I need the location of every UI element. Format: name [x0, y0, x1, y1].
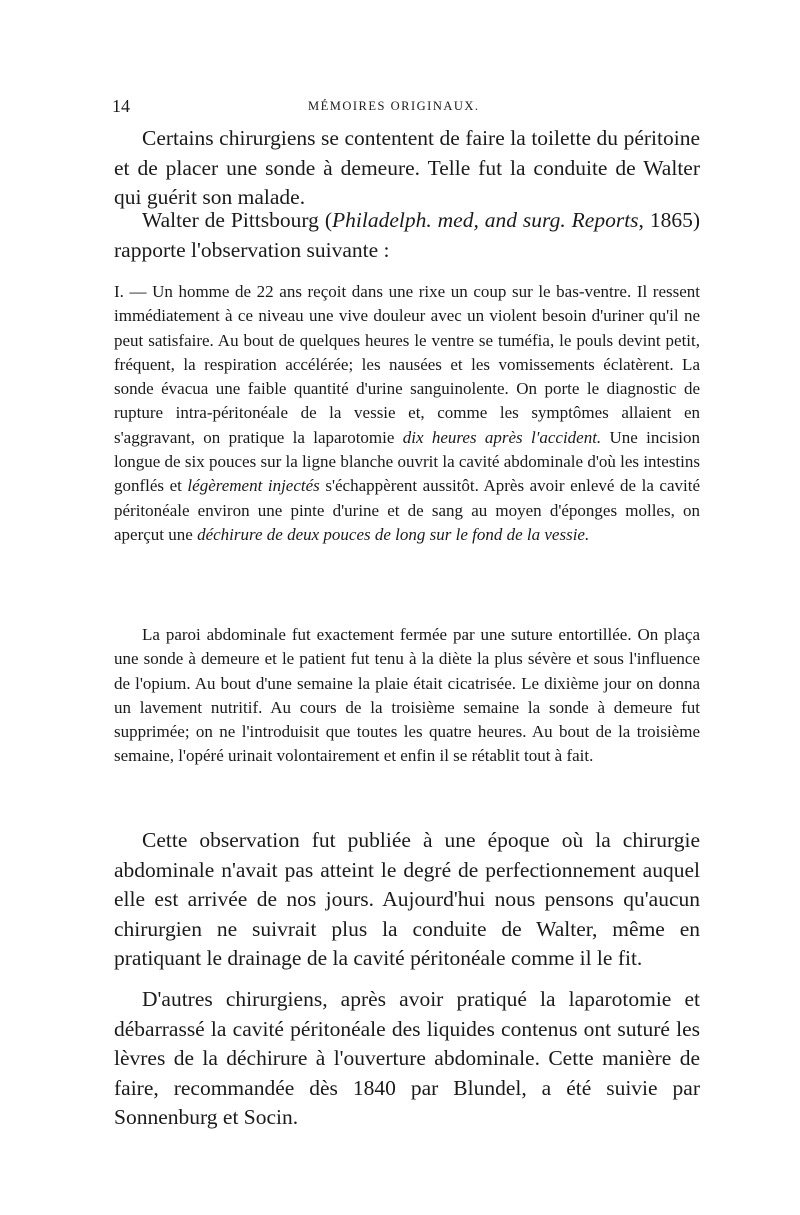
observation-text-a: I. — Un homme de 22 ans reçoit dans une rixe un coup sur le bas-ventre. Il ressent immédiatement à ce niveau une vive douleur avec un violent besoin d'uriner qu'il ne peut satisfaire. Au bout de quelques heures le ventre se tuméfia, le pouls devint petit, fréquent, la respiration accélérée; les nausées et les vomissements éclatèrent. La sonde évacua une faible quantité d'urine sanguinolente. On porte le diagnostic de rupture intra-péritonéale de la vessie et, comme les symptômes allaient en s'aggravant, on pratique la laparotomie	[114, 282, 700, 447]
paragraph-intro: Certains chirurgiens se contentent de faire la toilette du péritoine et de placer une sonde à demeure. Telle fut la conduite de Walter qui guérit son malade.	[114, 126, 700, 209]
observation-emphasis-injected: légèrement injectés	[187, 476, 320, 496]
observation-text-c: Une incision longue de six pouces sur la ligne blanche ouvrit la cavité abdominale d'où les intestins gonflés et	[114, 427, 700, 496]
observation-emphasis-tear: déchirure de deux pouces de long sur le fond de la vessie.	[197, 524, 590, 544]
citation-journal: Philadelph. med, and surg. Reports	[332, 208, 639, 232]
observation-outcome: La paroi abdominale fut exactement fermée par une suture entortillée. On plaça une sonde à demeure et le patient fut tenu à la diète la plus sévère et sous l'influence de l'opium. Au bout d'une semaine la plaie était cicatrisée. Le dixième jour on donna un lavement nutritif. Au cours de la troisième semaine la sonde à demeure fut supprimée; on ne l'introduisit que toutes les quatre heures. Au bout de la troisième semaine, l'opéré urinait volontairement et enfin il se rétablit tout à fait.	[114, 625, 700, 766]
observation-case	[114, 280, 700, 547]
citation-text-end: , 1865) rapporte l'observation suivante :	[114, 208, 701, 262]
paragraph-citation	[114, 206, 700, 265]
running-title: MÉMOIRES ORIGINAUX.	[308, 99, 480, 113]
page-header	[112, 96, 702, 120]
observation-text-e: s'échappèrent aussitôt. Après avoir enlevé de la cavité péritonéale environ une pinte d'urine et de sang au moyen d'éponges molles, on aperçut une	[114, 476, 700, 544]
observation-emphasis-timing: dix heures après l'accident.	[402, 427, 602, 447]
paragraph-other-surgeons: D'autres chirurgiens, après avoir pratiqué la laparotomie et débarrassé la cavité péritonéale des liquides contenus ont suturé les lèvres de la déchirure à l'ouverture abdominale. Cette manière de faire, recommandée dès 1840 par Blundel, a été suivie par Sonnenburg et Socin.	[114, 987, 700, 1129]
paragraph-commentary: Cette observation fut publiée à une époque où la chirurgie abdominale n'avait pas atteint le degré de perfectionnement auquel elle est arrivée de nos jours. Aujourd'hui nous pensons qu'aucun chirurgien ne suivrait plus la conduite de Walter, même en pratiquant le drainage de la cavité péritonéale comme il le fit.	[114, 828, 700, 970]
citation-text-start: Walter de Pittsbourg (	[142, 208, 332, 232]
page-number: 14	[112, 96, 130, 116]
